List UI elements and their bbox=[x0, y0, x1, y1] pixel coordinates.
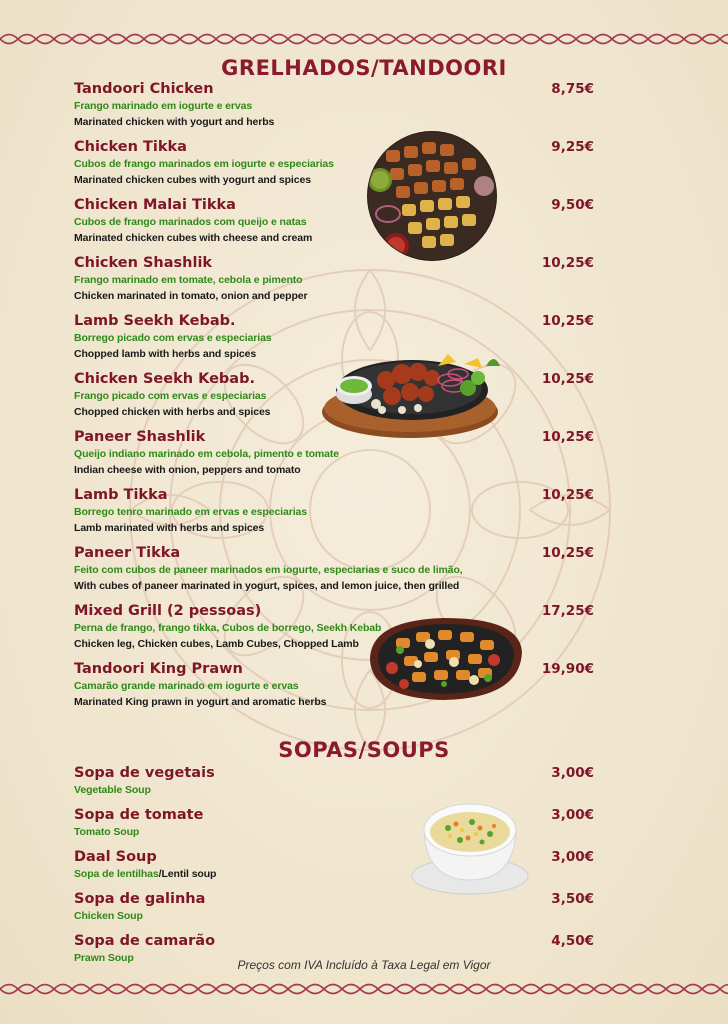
dish-name: Lamb Tikka bbox=[74, 487, 168, 503]
soup-description-pt: Sopa de lentilhas bbox=[74, 868, 159, 880]
dish-price: 9,50€ bbox=[551, 197, 594, 213]
dish-description-pt: Borrego tenro marinado em ervas e especiarias bbox=[74, 506, 308, 518]
dish-description-en: Lamb marinated with herbs and spices bbox=[74, 522, 265, 534]
dish-description-pt: Camarão grande marinado em iogurte e ervas bbox=[74, 680, 299, 692]
dish-description-en: Marinated King prawn in yogurt and aromatic herbs bbox=[74, 696, 327, 708]
dish-price: 10,25€ bbox=[541, 313, 594, 329]
menu-item bbox=[74, 138, 594, 188]
dish-description-en: Chicken marinated in tomato, onion and pepper bbox=[74, 290, 308, 302]
soup-name: Sopa de vegetais bbox=[74, 765, 215, 781]
menu-item bbox=[74, 544, 594, 594]
dish-description-en: Chicken leg, Chicken cubes, Lamb Cubes, Chopped Lamb bbox=[74, 638, 359, 650]
dish-price: 10,25€ bbox=[541, 371, 594, 387]
menu-item bbox=[74, 486, 594, 536]
dish-name: Lamb Seekh Kebab. bbox=[74, 313, 236, 329]
dish-description-en: Indian cheese with onion, peppers and tomato bbox=[74, 464, 301, 476]
dish-name: Chicken Tikka bbox=[74, 139, 187, 155]
soup-description-pt: Prawn Soup bbox=[74, 952, 134, 964]
menu-item bbox=[74, 254, 594, 304]
soup-price: 4,50€ bbox=[551, 933, 594, 949]
dish-description-en: Chopped lamb with herbs and spices bbox=[74, 348, 257, 360]
grill-section-title: GRELHADOS/TANDOORI bbox=[221, 56, 507, 80]
dish-price: 8,75€ bbox=[551, 81, 594, 97]
dish-name: Chicken Malai Tikka bbox=[74, 197, 236, 213]
soup-description-en: /Lentil soup bbox=[158, 868, 217, 880]
tax-notice: Preços com IVA Incluído à Taxa Legal em Vigor bbox=[237, 958, 491, 972]
dish-name: Tandoori Chicken bbox=[74, 81, 214, 97]
dish-description-en: Chopped chicken with herbs and spices bbox=[74, 406, 271, 418]
soup-price: 3,00€ bbox=[551, 765, 594, 781]
dish-price: 10,25€ bbox=[541, 487, 594, 503]
dish-description-pt: Cubos de frango marinados em iogurte e especiarias bbox=[74, 158, 334, 170]
soup-price: 3,50€ bbox=[551, 891, 594, 907]
dish-description-pt: Cubos de frango marinados com queijo e natas bbox=[74, 216, 307, 228]
soup-description-pt: Vegetable Soup bbox=[74, 784, 151, 796]
dish-price: 10,25€ bbox=[541, 545, 594, 561]
menu-item bbox=[74, 196, 594, 246]
dish-description-pt: Borrego picado com ervas e especiarias bbox=[74, 332, 272, 344]
dish-price: 17,25€ bbox=[541, 603, 594, 619]
dish-price: 19,90€ bbox=[541, 661, 594, 677]
dish-description-en: With cubes of paneer marinated in yogurt, spices, and lemon juice, then grilled bbox=[74, 580, 460, 592]
soup-price: 3,00€ bbox=[551, 807, 594, 823]
top-ornamental-border bbox=[0, 30, 728, 48]
chicken-seekh-sizzler-image bbox=[318, 344, 502, 440]
dish-name: Paneer Tikka bbox=[74, 545, 181, 561]
dish-description-pt: Feito com cubos de paneer marinados em iogurte, especiarias e suco de limão, bbox=[74, 564, 463, 576]
soup-description-pt: Chicken Soup bbox=[74, 910, 143, 922]
soup-price: 3,00€ bbox=[551, 849, 594, 865]
soup-name: Daal Soup bbox=[74, 849, 157, 865]
dish-description-pt: Frango marinado em tomate, cebola e pimento bbox=[74, 274, 303, 286]
dish-name: Tandoori King Prawn bbox=[74, 661, 243, 677]
dish-description-pt: Frango picado com ervas e especiarias bbox=[74, 390, 267, 402]
dish-name: Chicken Shashlik bbox=[74, 255, 213, 271]
dish-name: Mixed Grill (2 pessoas) bbox=[74, 603, 262, 619]
soups-section-title: SOPAS/SOUPS bbox=[278, 738, 450, 762]
vegetable-soup-bowl-image bbox=[410, 796, 530, 896]
dish-name: Chicken Seekh Kebab. bbox=[74, 371, 255, 387]
dish-description-pt: Queijo indiano marinado em cebola, pimento e tomate bbox=[74, 448, 340, 460]
bottom-ornamental-border bbox=[0, 980, 728, 998]
soup-name: Sopa de tomate bbox=[74, 807, 204, 823]
mixed-grill-sizzler-image bbox=[364, 612, 526, 704]
soup-description-pt: Tomato Soup bbox=[74, 826, 140, 838]
soup-description bbox=[74, 908, 594, 924]
dish-description-en: Marinated chicken cubes with yogurt and spices bbox=[74, 174, 311, 186]
dish-description-en: Marinated chicken with yogurt and herbs bbox=[74, 116, 275, 128]
dish-price: 9,25€ bbox=[551, 139, 594, 155]
dish-description-pt: Perna de frango, frango tikka, Cubos de borrego, Seekh Kebab bbox=[74, 622, 382, 634]
dish-description-pt: Frango marinado em iogurte e ervas bbox=[74, 100, 253, 112]
dish-name: Paneer Shashlik bbox=[74, 429, 206, 445]
dish-price: 10,25€ bbox=[541, 255, 594, 271]
soup-name: Sopa de galinha bbox=[74, 891, 206, 907]
dish-description-en: Marinated chicken cubes with cheese and cream bbox=[74, 232, 313, 244]
soup-name: Sopa de camarão bbox=[74, 933, 216, 949]
menu-item bbox=[74, 80, 594, 130]
dish-price: 10,25€ bbox=[541, 429, 594, 445]
chicken-tikka-platter-image bbox=[366, 130, 498, 262]
soup-item bbox=[74, 764, 594, 798]
